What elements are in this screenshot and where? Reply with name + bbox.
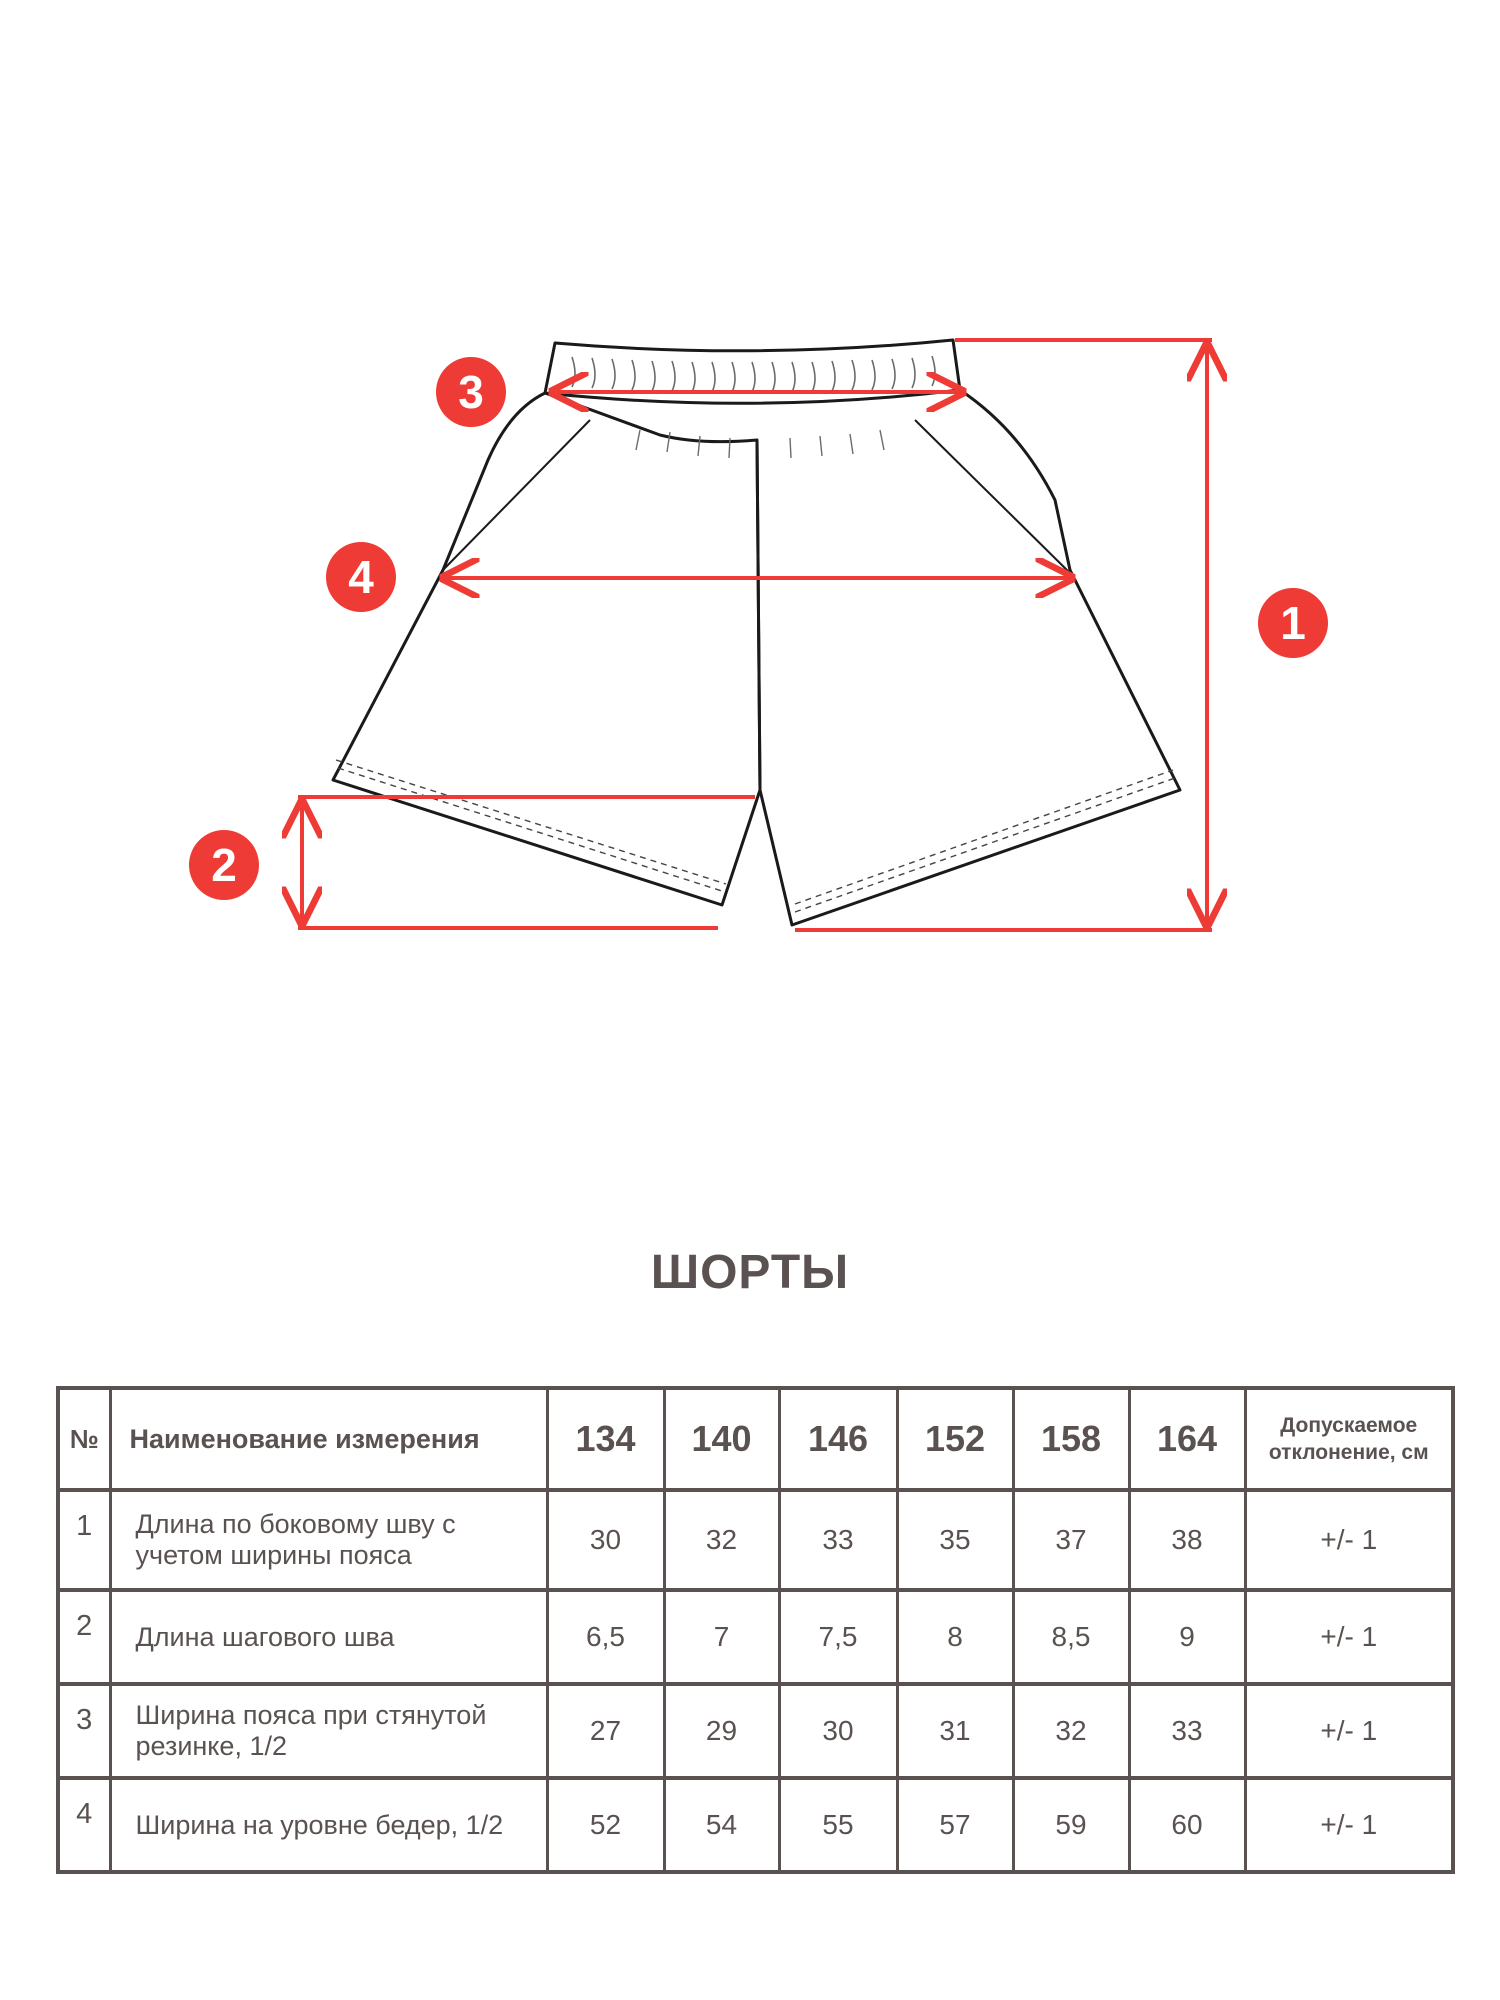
row-name: Ширина пояса при стянутой резинке, 1/2	[110, 1684, 547, 1778]
header-measurement-name: Наименование измерения	[110, 1388, 547, 1490]
row-value: 57	[897, 1778, 1013, 1872]
table-row	[58, 1778, 1453, 1872]
row-value: 8	[897, 1590, 1013, 1684]
row-value: 27	[547, 1684, 664, 1778]
row-value: 31	[897, 1684, 1013, 1778]
marker-1	[1258, 588, 1328, 658]
row-value: 29	[664, 1684, 779, 1778]
row-value: 52	[547, 1778, 664, 1872]
row-deviation: +/- 1	[1245, 1490, 1453, 1590]
row-value: 55	[779, 1778, 897, 1872]
row-value: 32	[1013, 1684, 1129, 1778]
shorts-measurement-diagram	[0, 300, 1500, 980]
row-deviation: +/- 1	[1245, 1684, 1453, 1778]
page-title: ШОРТЫ	[650, 1246, 850, 1299]
marker-2	[189, 830, 259, 900]
header-size-158: 158	[1013, 1388, 1129, 1490]
marker-2-label: 2	[211, 839, 237, 891]
row-number: 1	[58, 1490, 110, 1590]
shorts-outline	[333, 340, 1180, 925]
size-table	[56, 1386, 1455, 1874]
row-value: 37	[1013, 1490, 1129, 1590]
row-number: 2	[58, 1590, 110, 1684]
header-number: №	[58, 1388, 110, 1490]
row-value: 7	[664, 1590, 779, 1684]
row-value: 30	[779, 1684, 897, 1778]
header-deviation: Допускаемое отклонение, см	[1245, 1388, 1453, 1490]
measurement-lines	[298, 340, 1212, 930]
waistband-elastic	[572, 356, 935, 458]
row-value: 33	[779, 1490, 897, 1590]
row-deviation: +/- 1	[1320, 1809, 1378, 1840]
row-number: 4	[58, 1778, 110, 1872]
header-size-134: 134	[547, 1388, 664, 1490]
row-value: 9	[1129, 1590, 1245, 1684]
header-size-140: 140	[664, 1388, 779, 1490]
row-value: 33	[1129, 1684, 1245, 1778]
header-size-146: 146	[779, 1388, 897, 1490]
table-row	[58, 1490, 1453, 1590]
marker-4	[326, 542, 396, 612]
table-row	[58, 1684, 1453, 1778]
row-value: 60	[1129, 1778, 1245, 1872]
row-value: 54	[664, 1778, 779, 1872]
row-value: 38	[1129, 1490, 1245, 1590]
row-name: Ширина на уровне бедер, 1/2	[110, 1778, 547, 1872]
header-size-152: 152	[897, 1388, 1013, 1490]
row-value: 7,5	[779, 1590, 897, 1684]
marker-1-label: 1	[1280, 597, 1306, 649]
row-value: 35	[897, 1490, 1013, 1590]
row-deviation: +/- 1	[1245, 1590, 1453, 1684]
row-name: Длина по боковому шву с учетом ширины пояса	[110, 1490, 547, 1590]
row-number: 3	[58, 1684, 110, 1778]
marker-3	[436, 357, 506, 427]
table-header-row	[58, 1388, 1453, 1490]
row-value: 59	[1013, 1778, 1129, 1872]
row-value: 32	[664, 1490, 779, 1590]
marker-3-label: 3	[458, 366, 484, 418]
row-value: 6,5	[547, 1590, 664, 1684]
row-value: 30	[547, 1490, 664, 1590]
row-name: Длина шагового шва	[110, 1590, 547, 1684]
table-row	[58, 1590, 1453, 1684]
row-value: 8,5	[1013, 1590, 1129, 1684]
header-size-164: 164	[1129, 1388, 1245, 1490]
marker-4-label: 4	[348, 551, 374, 603]
